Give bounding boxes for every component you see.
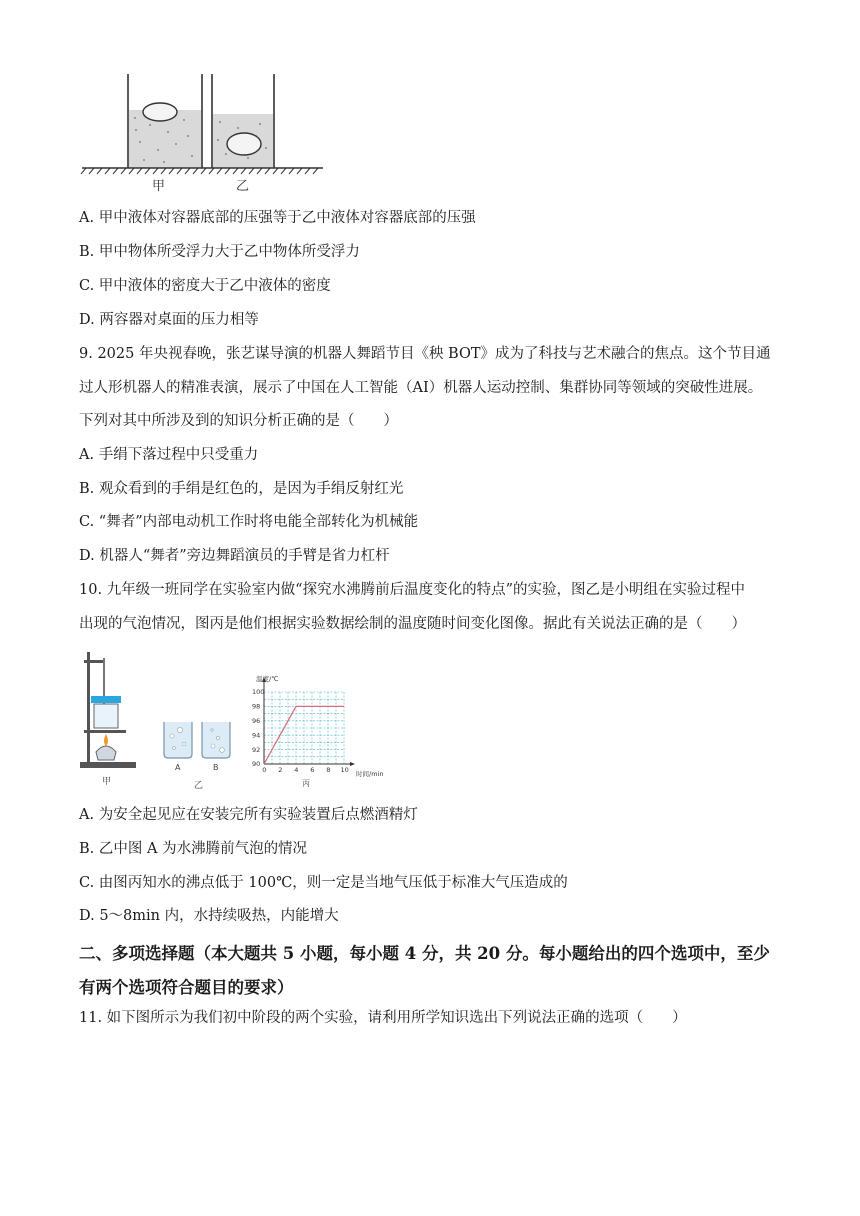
q8-option-a: A. 甲中液体对容器底部的压强等于乙中液体对容器底部的压强 [79, 210, 476, 226]
q8-option-d: D. 两容器对桌面的压力相等 [79, 312, 259, 328]
q8-label-yi: 乙 [236, 179, 250, 194]
q10-stem-line-1: 10. 九年级一班同学在实验室内做“探究水沸腾前后温度变化的特点”的实验，图乙是小明组在实验过程中 [79, 582, 745, 598]
section-2-heading [79, 937, 784, 1005]
chart-axes [262, 677, 355, 766]
stand-rod [87, 652, 90, 764]
x-tick-label: 6 [310, 766, 315, 774]
beaker-a [164, 722, 192, 758]
object-yi [227, 133, 261, 155]
y-tick-label: 94 [252, 731, 261, 740]
q9-option-d: D. 机器人“舞者”旁边舞蹈演员的手臂是省力杠杆 [79, 548, 390, 564]
temperature-chart [248, 672, 388, 790]
q8-figure [80, 70, 325, 196]
chart-ticks [252, 688, 349, 774]
x-tick-label: 10 [340, 766, 349, 774]
x-tick-label: 2 [278, 766, 283, 774]
y-tick-label: 100 [252, 688, 265, 697]
section-2-heading-line-1: 二、多项选择题（本大题共 5 小题，每小题 4 分，共 20 分。每小题给出的四个选项中，至少 [79, 944, 770, 963]
q9-stem-line-1: 9. 2025 年央视春晚，张艺谋导演的机器人舞蹈节目《秧 BOT》成为了科技与艺术融合的焦点。这个节目通 [79, 346, 771, 362]
q9-option-a: A. 手绢下落过程中只受重力 [79, 447, 259, 463]
q10-option-a: A. 为安全起见应在安装完所有实验装置后点燃酒精灯 [79, 807, 418, 823]
object-jia [143, 103, 177, 121]
chart-xlabel: 时间/min [356, 770, 384, 778]
clamp-lower [84, 730, 126, 733]
q8-label-jia: 甲 [152, 179, 166, 194]
q10-option-b: B. 乙中图 A 为水沸腾前气泡的情况 [79, 841, 308, 857]
beaker-b-label: B [213, 763, 219, 772]
q10-option-d: D. 5～8min 内，水持续吸热，内能增大 [79, 908, 339, 924]
q11-stem: 11. 如下图所示为我们初中阶段的两个实验，请利用所学知识选出下列说法正确的选项（ ） [79, 1010, 687, 1026]
beaker-a-label: A [175, 763, 181, 772]
flame [104, 734, 108, 746]
q10-label-jia: 甲 [102, 777, 112, 787]
q10-label-yi: 乙 [194, 781, 204, 791]
q10-apparatus-figure [78, 648, 148, 788]
x-tick-label: 8 [326, 766, 331, 774]
x-tick-label: 0 [262, 766, 267, 774]
beaker [94, 704, 118, 728]
stand-base [80, 762, 136, 768]
y-tick-label: 90 [252, 760, 261, 769]
alcohol-lamp [96, 746, 116, 760]
q10-bubbles-figure [160, 716, 240, 792]
y-tick-label: 96 [252, 717, 261, 725]
beaker-lid [91, 696, 121, 703]
beaker-b [202, 722, 230, 758]
clamp-upper [84, 660, 104, 663]
y-tick-label: 92 [252, 745, 261, 754]
chart-grid [264, 692, 344, 764]
q10-label-bing: 丙 [302, 779, 310, 788]
chart-ylabel: 温度/℃ [256, 675, 279, 683]
q9-option-b: B. 观众看到的手绢是红色的，是因为手绢反射红光 [79, 481, 404, 497]
y-tick-label: 98 [252, 702, 261, 711]
q10-stem-line-2: 出现的气泡情况，图丙是他们根据实验数据绘制的温度随时间变化图像。据此有关说法正确的是（ ） [79, 616, 746, 632]
tabletop-hatching [81, 168, 318, 174]
q9-stem-line-2: 过人形机器人的精准表演，展示了中国在人工智能（AI）机器人运动控制、集群协同等领域的突破性进展。 [79, 380, 763, 396]
x-tick-label: 4 [294, 766, 299, 774]
q8-option-c: C. 甲中液体的密度大于乙中液体的密度 [79, 278, 331, 294]
q9-stem-line-3: 下列对其中所涉及到的知识分析正确的是（ ） [79, 413, 398, 429]
q8-option-b: B. 甲中物体所受浮力大于乙中物体所受浮力 [79, 244, 360, 260]
section-2-heading-line-2: 有两个选项符合题目的要求） [79, 978, 294, 997]
q9-option-c: C. “舞者”内部电动机工作时将电能全部转化为机械能 [79, 514, 419, 530]
q10-option-c: C. 由图丙知水的沸点低于 100℃，则一定是当地气压低于标准大气压造成的 [79, 875, 568, 891]
